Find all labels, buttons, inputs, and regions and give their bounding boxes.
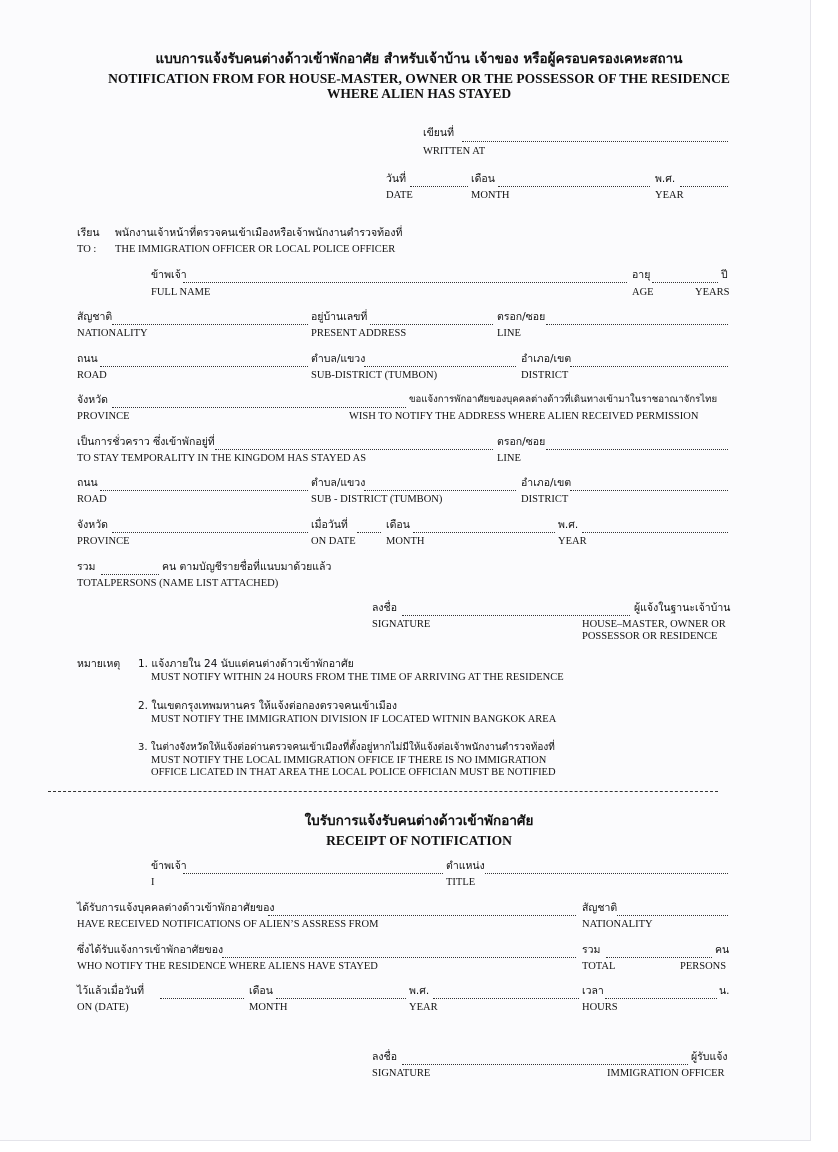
year-label-en: YEAR <box>655 190 684 201</box>
receipt-total-field[interactable] <box>606 957 712 958</box>
receipt-signature-label-en: SIGNATURE <box>372 1068 431 1079</box>
district-label-th: อำเภอ/เขต <box>521 353 572 365</box>
district-field[interactable] <box>570 366 728 367</box>
notifier-field[interactable] <box>222 957 576 958</box>
stay-road-label-en: ROAD <box>77 494 107 505</box>
subdistrict-field[interactable] <box>364 366 516 367</box>
receipt-title-thai: ใบรับการแจ้งรับคนต่างด้าวเข้าพักอาศัย <box>304 813 534 829</box>
receipt-ondate-label-en: ON (DATE) <box>77 1002 129 1013</box>
receipt-ondate-label-th: ไว้แล้วเมื่อวันที่ <box>77 985 145 997</box>
road-label-en: ROAD <box>77 370 107 381</box>
to-label-th: เรียน <box>77 227 100 239</box>
present-address-field[interactable] <box>370 324 493 325</box>
stay-month-label-en: MONTH <box>386 536 425 547</box>
road-field[interactable] <box>100 366 308 367</box>
age-field[interactable] <box>652 282 718 283</box>
stay-year-label-en: YEAR <box>558 536 587 547</box>
receipt-year-label-en: YEAR <box>409 1002 438 1013</box>
stay-year-label-th: พ.ศ. <box>558 519 579 531</box>
full-name-field[interactable] <box>183 282 627 283</box>
total-persons-label-th: คน ตามบัญชีรายชื่อที่แนบมาด้วยแล้ว <box>162 561 332 573</box>
stay-subdistrict-label-th: ตำบล/แขวง <box>311 477 366 489</box>
stay-year-field[interactable] <box>582 532 728 533</box>
written-at-label-en: WRITTEN AT <box>423 146 486 157</box>
receipt-year-label-th: พ.ศ. <box>409 985 430 997</box>
stay-ondate-label-en: ON DATE <box>311 536 356 547</box>
total-persons-field[interactable] <box>101 574 159 575</box>
notifier-label-th: ซึ่งได้รับแจ้งการเข้าพักอาศัยของ <box>77 944 224 956</box>
written-at-label-th: เขียนที่ <box>423 127 455 139</box>
line-label-th: ตรอก/ซอย <box>497 311 546 323</box>
receipt-title-field-label-en: TITLE <box>446 877 476 888</box>
receipt-persons-label-en: PERSONS <box>680 961 727 972</box>
wish-to-notify-th: ขอแจ้งการพักอาศัยของบุคคลต่างด้าวที่เดินทางเข้ามาในราชอาณาจักรไทย <box>409 394 718 405</box>
nationality-label-th: สัญชาติ <box>77 311 113 323</box>
province-label-th: จังหวัด <box>77 394 108 406</box>
stay-line-label-th: ตรอก/ซอย <box>497 436 546 448</box>
form-title-thai: แบบการแจ้งรับคนต่างด้าวเข้าพักอาศัย สำหรับเจ้าบ้าน เจ้าของ หรือผู้ครอบครองเคหะสถาน <box>155 51 683 67</box>
stay-road-field[interactable] <box>100 490 308 491</box>
total-label-th: รวม <box>77 561 96 573</box>
note-2-en: MUST NOTIFY THE IMMIGRATION DIVISION IF LOCATED WITNIN BANGKOK AREA <box>151 714 557 725</box>
full-name-label-th: ข้าพเจ้า <box>151 269 187 281</box>
to-label-en: TO : <box>77 244 97 255</box>
stay-road-label-th: ถนน <box>77 477 98 489</box>
years-label-th: ปี <box>721 269 728 281</box>
nationality-label-en: NATIONALITY <box>77 328 148 339</box>
date-label-th: วันที่ <box>386 173 406 185</box>
stay-ondate-label-th: เมื่อวันที่ <box>311 519 348 531</box>
nationality-field[interactable] <box>112 324 308 325</box>
receipt-i-label-en: I <box>151 877 155 888</box>
signer-role-th: ผู้แจ้งในฐานะเจ้าบ้าน <box>634 602 731 614</box>
total-persons-label-en: TOTALPERSONS (NAME LIST ATTACHED) <box>77 578 279 589</box>
receipt-nationality-label-en: NATIONALITY <box>582 919 653 930</box>
cut-line-divider <box>48 791 718 792</box>
line-label-en: LINE <box>497 328 521 339</box>
stay-ondate-field[interactable] <box>357 532 381 533</box>
receipt-signature-field[interactable] <box>402 1064 688 1065</box>
stay-line-label-en: LINE <box>497 453 521 464</box>
receipt-persons-label-th: คน <box>715 944 730 956</box>
receipt-title-english: RECEIPT OF NOTIFICATION <box>326 833 512 848</box>
province-label-en: PROVINCE <box>77 411 130 422</box>
receipt-i-field[interactable] <box>183 873 443 874</box>
temporary-stay-label-en: TO STAY TEMPORALITY IN THE KINGDOM HAS STAYED AS <box>77 453 367 464</box>
month-field[interactable] <box>498 186 650 187</box>
note-2-th: 2. ในเขตกรุงเทพมหานคร ให้แจ้งต่อกองตรวจคนเข้าเมือง <box>138 700 398 712</box>
line-field[interactable] <box>546 324 728 325</box>
note-1-th: 1. แจ้งภายใน 24 นับแต่คนต่างด้าวเข้าพักอาศัย <box>138 658 354 670</box>
received-from-field[interactable] <box>268 915 576 916</box>
subdistrict-label-th: ตำบล/แขวง <box>311 353 366 365</box>
signature-field[interactable] <box>402 615 630 616</box>
note-3-en-1: MUST NOTIFY THE LOCAL IMMIGRATION OFFICE IF THERE IS NO IMMIGRATION <box>151 755 547 766</box>
note-3-th: 3. ในต่างจังหวัดให้แจ้งต่อด่านตรวจคนเข้าเมืองที่ตั้งอยู่หากไม่มีให้แจ้งต่อเจ้าพนักงานตำรวจท้องที่ <box>138 742 555 753</box>
year-label-th: พ.ศ. <box>655 173 676 185</box>
to-value-en: THE IMMIGRATION OFFICER OR LOCAL POLICE OFFICER <box>115 244 396 255</box>
note-1-en: MUST NOTIFY WITHIN 24 HOURS FROM THE TIME OF ARRIVING AT THE RESIDENCE <box>151 672 564 683</box>
receipt-hours-label-en: HOURS <box>582 1002 618 1013</box>
receipt-signature-label-th: ลงชื่อ <box>372 1051 397 1063</box>
district-label-en: DISTRICT <box>521 370 569 381</box>
receipt-total-label-th: รวม <box>582 944 601 956</box>
receiver-role-en: IMMIGRATION OFFICER <box>607 1068 725 1079</box>
month-label-th: เดือน <box>471 173 495 185</box>
receipt-ondate-field[interactable] <box>160 998 244 999</box>
stay-month-field[interactable] <box>413 532 555 533</box>
stay-subdistrict-field[interactable] <box>364 490 516 491</box>
receipt-year-field[interactable] <box>433 998 579 999</box>
receipt-month-field[interactable] <box>276 998 406 999</box>
notes-label: หมายเหตุ <box>77 658 121 670</box>
temporary-stay-field[interactable] <box>215 449 493 450</box>
signature-label-th: ลงชื่อ <box>372 602 397 614</box>
date-label-en: DATE <box>386 190 413 201</box>
stay-province-label-en: PROVINCE <box>77 536 130 547</box>
stay-province-field[interactable] <box>112 532 308 533</box>
stay-district-field[interactable] <box>570 490 728 491</box>
full-name-label-en: FULL NAME <box>151 287 211 298</box>
date-field[interactable] <box>410 186 468 187</box>
present-address-label-en: PRESENT ADDRESS <box>311 328 407 339</box>
to-value-th: พนักงานเจ้าหน้าที่ตรวจคนเข้าเมืองหรือเจ้าพนักงานตำรวจท้องที่ <box>115 227 403 239</box>
stay-line-field[interactable] <box>546 449 728 450</box>
form-title-english-line-1: NOTIFICATION FROM FOR HOUSE-MASTER, OWNER OR THE POSSESSOR OF THE RESIDENCE <box>108 71 730 86</box>
receiver-role-th: ผู้รับแจ้ง <box>691 1051 728 1063</box>
note-3-en-2: OFFICE LICATED IN THAT AREA THE LOCAL POLICE OFFICIAN MUST BE NOTIFIED <box>151 767 556 778</box>
years-label-en: YEARS <box>695 287 730 298</box>
receipt-i-label-th: ข้าพเจ้า <box>151 860 187 872</box>
signature-label-en: SIGNATURE <box>372 619 431 630</box>
present-address-label-th: อยู่บ้านเลขที่ <box>311 311 368 323</box>
receipt-title-field-label-th: ตำแหน่ง <box>446 860 485 872</box>
receipt-time-label-th: เวลา <box>582 985 604 997</box>
receipt-month-label-en: MONTH <box>249 1002 288 1013</box>
stay-district-label-th: อำเภอ/เขต <box>521 477 572 489</box>
age-label-en: AGE <box>632 287 654 298</box>
receipt-title-field[interactable] <box>485 873 728 874</box>
stay-subdistrict-label-en: SUB - DISTRICT (TUMBON) <box>311 494 443 505</box>
written-at-field[interactable] <box>462 141 728 142</box>
notifier-label-en: WHO NOTIFY THE RESIDENCE WHERE ALIENS HAVE STAYED <box>77 961 378 972</box>
signer-role-en-2: POSSESSOR OR RESIDENCE <box>582 631 718 642</box>
signer-role-en-1: HOUSE–MASTER, OWNER OR <box>582 619 726 630</box>
age-label-th: อายุ <box>632 269 651 281</box>
form-title-english-line-2: WHERE ALIEN HAS STAYED <box>326 86 512 101</box>
received-from-label-en: HAVE RECEIVED NOTIFICATIONS OF ALIEN’S ASSRESS FROM <box>77 919 379 930</box>
year-field[interactable] <box>680 186 728 187</box>
stay-month-label-th: เดือน <box>386 519 410 531</box>
receipt-minutes-label-th: น. <box>719 985 730 997</box>
subdistrict-label-en: SUB-DISTRICT (TUMBON) <box>311 370 438 381</box>
wish-to-notify-en: WISH TO NOTIFY THE ADDRESS WHERE ALIEN RECEIVED PERMISSION <box>349 411 699 422</box>
receipt-total-label-en: TOTAL <box>582 961 616 972</box>
receipt-nationality-label-th: สัญชาติ <box>582 902 618 914</box>
receipt-month-label-th: เดือน <box>249 985 273 997</box>
stay-district-label-en: DISTRICT <box>521 494 569 505</box>
received-from-label-th: ได้รับการแจ้งบุคคลต่างด้าวเข้าพักอาศัยของ <box>77 902 275 914</box>
road-label-th: ถนน <box>77 353 98 365</box>
province-field[interactable] <box>112 407 406 408</box>
receipt-time-field[interactable] <box>605 998 717 999</box>
receipt-nationality-field[interactable] <box>617 915 728 916</box>
stay-province-label-th: จังหวัด <box>77 519 108 531</box>
month-label-en: MONTH <box>471 190 510 201</box>
temporary-stay-label-th: เป็นการชั่วคราว ซึ่งเข้าพักอยู่ที่ <box>77 436 215 448</box>
